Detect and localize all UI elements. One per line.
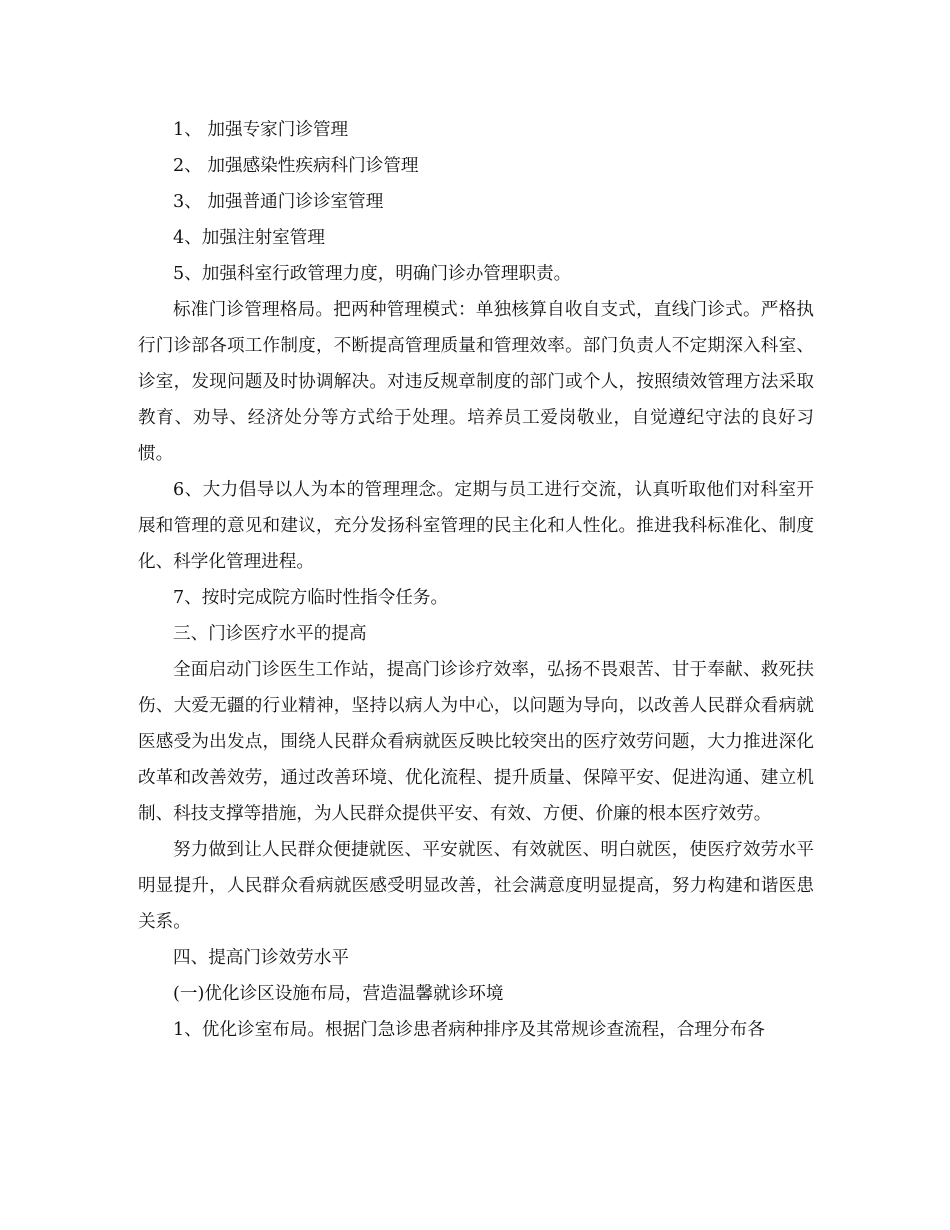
subsection-heading: (一)优化诊区设施布局，营造温馨就诊环境 bbox=[173, 984, 504, 1004]
paragraph: 6、大力倡导以人为本的管理理念。定期与员工进行交流，认真听取他们对科室开展和管理的意见和建议，充分发扬科室管理的民主化和人性化。推进我科标准化、制度化、科学化管理进程。 bbox=[138, 480, 814, 572]
paragraph: 7、按时完成院方临时性指令任务。 bbox=[173, 588, 449, 608]
list-item: 5、加强科室行政管理力度，明确门诊办管理职责。 bbox=[173, 264, 572, 284]
list-item: 3、 加强普通门诊诊室管理 bbox=[173, 192, 384, 212]
list-item: 1、 加强专家门诊管理 bbox=[173, 120, 349, 140]
paragraph: 标准门诊管理格局。把两种管理模式：单独核算自收自支式，直线门诊式。严格执行门诊部各项工作制度，不断提高管理质量和管理效率。部门负责人不定期深入科室、诊室，发现问题及时协调解决。对违反规章制度的部门或个人，按照绩效管理方法采取教育、劝导、经济处分等方式给于处理。培养员工爱岗敬业，自觉遵纪守法的良好习惯。 bbox=[138, 300, 814, 464]
paragraph: 1、优化诊室布局。根据门急诊患者病种排序及其常规诊查流程，合理分布各 bbox=[173, 1020, 765, 1040]
section-heading: 四、提高门诊效劳水平 bbox=[173, 948, 349, 968]
paragraph: 努力做到让人民群众便捷就医、平安就医、有效就医、明白就医，使医疗效劳水平明显提升，人民群众看病就医感受明显改善，社会满意度明显提高，努力构建和谐医患关系。 bbox=[138, 840, 814, 932]
document-page bbox=[138, 112, 814, 1048]
list-item: 2、 加强感染性疾病科门诊管理 bbox=[173, 156, 419, 176]
section-heading: 三、门诊医疗水平的提高 bbox=[173, 624, 367, 644]
paragraph: 全面启动门诊医生工作站，提高门诊诊疗效率，弘扬不畏艰苦、甘于奉献、救死扶伤、大爱无疆的行业精神，坚持以病人为中心，以问题为导向，以改善人民群众看病就医感受为出发点，围绕人民群众看病就医反映比较突出的医疗效劳问题，大力推进深化改革和改善效劳，通过改善环境、优化流程、提升质量、保障平安、促进沟通、建立机制、科技支撑等措施，为人民群众提供平安、有效、方便、价廉的根本医疗效劳。 bbox=[138, 660, 814, 824]
list-item: 4、加强注射室管理 bbox=[173, 228, 325, 248]
